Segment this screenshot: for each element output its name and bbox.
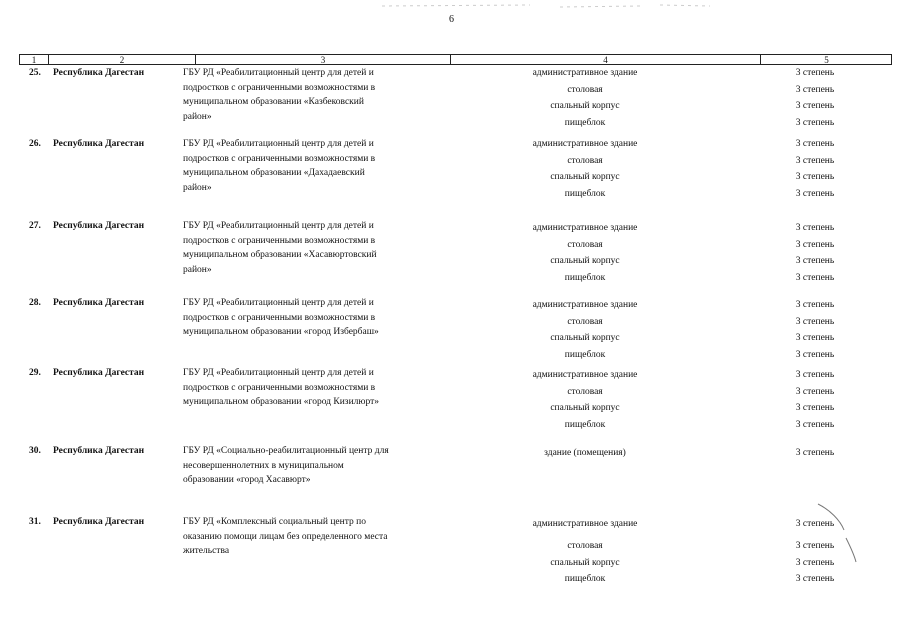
row-buildings [480,66,690,132]
building-item: пищеблок [564,272,606,283]
building-item: столовая [567,541,603,551]
building-item: административное здание [532,300,638,310]
org-line: район» [183,182,212,193]
row-region: Республика Дагестан [53,298,145,308]
row-region: Республика Дагестан [53,221,145,231]
building-item: спальный корпус [550,256,620,266]
header-cell-3: 3 [196,55,451,64]
org-line: муниципальном образовании «Хасавюртовский [183,250,377,260]
org-line: муниципальном образовании «город Кизилюрт» [183,397,380,407]
row-buildings [480,368,690,434]
row-organization [183,66,433,124]
degree-item: 3 степень [795,84,835,95]
org-line: подростков с ограниченными возможностями в [183,235,376,246]
degree-item: 3 степень [795,117,835,128]
row-region: Республика Дагестан [53,368,145,378]
degree-item: 3 степень [795,403,835,413]
row-degrees [770,66,860,132]
building-item: пищеблок [564,574,606,584]
degree-item: 3 степень [795,172,835,182]
header-cell-2: 2 [49,55,196,64]
org-line: ГБУ РД «Реабилитационный центр для детей и [183,139,374,149]
row-degrees [770,221,860,287]
org-line: подростков с ограниченными возможностями в [183,82,376,93]
row-region: Республика Дагестан [53,446,145,456]
row-organization [183,515,433,559]
degree-item: 3 степень [795,68,835,78]
row-organization [183,366,433,410]
building-item: административное здание [532,68,638,78]
header-cell-4: 4 [451,55,761,64]
degree-item: 3 степень [795,101,835,111]
row-number: 27. [29,221,41,231]
pen-mark [810,500,870,570]
org-line: образовании «город Хасавюрт» [183,475,311,485]
header-cell-5: 5 [824,55,829,65]
row-degrees [770,298,860,364]
row-region: Республика Дагестан [53,517,145,527]
org-line: подростков с ограниченными возможностями в [183,153,376,164]
building-item: спальный корпус [550,101,620,111]
row-organization [183,219,433,277]
row-organization [183,296,433,340]
row-number: 26. [29,139,41,149]
org-line: оказанию помощи лицам без определенного места [183,531,388,542]
building-item: спальный корпус [550,172,620,182]
table-header [19,54,892,65]
header-cell-1: 1 [20,55,49,64]
degree-item: 3 степень [795,333,835,343]
page-number: 6 [449,14,454,25]
building-item: административное здание [532,223,638,233]
building-item: спальный корпус [550,557,620,568]
degree-item: 3 степень [795,139,835,149]
scan-artifact-top [380,2,720,10]
degree-item: 3 степень [795,316,835,327]
row-buildings [480,137,690,203]
org-line: подростков с ограниченными возможностями в [183,382,376,393]
row-organization [183,444,433,488]
row-number: 30. [29,446,41,456]
degree-item: 3 степень [795,188,835,199]
org-line: несовершеннолетних в муниципальном [183,460,344,471]
degree-item: 3 степень [795,541,835,551]
building-item: столовая [567,84,603,95]
row-region: Республика Дагестан [53,139,145,149]
degree-item: 3 степень [795,256,835,266]
building-item: пищеблок [564,419,606,430]
row-region: Республика Дагестан [53,68,145,78]
degree-item: 3 степень [795,419,835,430]
building-item: спальный корпус [550,403,620,413]
row-number: 29. [29,368,41,378]
org-line: район» [183,264,212,275]
row-buildings [480,221,690,287]
org-line: ГБУ РД «Комплексный социальный центр по [183,517,366,527]
row-degrees [770,446,860,463]
building-item: столовая [567,155,603,166]
degree-item: 3 степень [795,300,835,310]
row-buildings [480,446,690,463]
building-item: столовая [567,316,603,327]
org-line: муниципальном образовании «город Избербаш» [183,327,379,337]
row-degrees [770,137,860,203]
degree-item: 3 степень [795,574,835,584]
row-number: 31. [29,517,41,527]
building-item: административное здание [532,519,638,529]
org-line: ГБУ РД «Социально-реабилитационный центр для [183,446,389,456]
building-item: столовая [567,386,603,397]
degree-item: 3 степень [795,370,835,380]
building-item: здание (помещения) [544,448,626,458]
org-line: ГБУ РД «Реабилитационный центр для детей и [183,221,374,231]
degree-item: 3 степень [795,272,835,283]
degree-item: 3 степень [795,223,835,233]
building-item: пищеблок [564,188,606,199]
org-line: жительства [183,546,230,556]
row-number: 28. [29,298,41,308]
building-item: пищеблок [564,349,606,360]
org-line: муниципальном образовании «Дахадаевский [183,168,365,178]
row-organization [183,137,433,195]
degree-item: 3 степень [795,349,835,360]
building-item: столовая [567,239,603,250]
row-number: 25. [29,68,41,78]
org-line: ГБУ РД «Реабилитационный центр для детей и [183,68,374,78]
org-line: ГБУ РД «Реабилитационный центр для детей и [183,298,374,308]
building-item: административное здание [532,139,638,149]
building-item: административное здание [532,370,638,380]
building-item: спальный корпус [550,333,620,343]
row-buildings [480,298,690,364]
row-degrees [770,368,860,434]
degree-item: 3 степень [795,448,835,458]
org-line: ГБУ РД «Реабилитационный центр для детей и [183,368,374,378]
org-line: муниципальном образовании «Казбековский [183,97,364,107]
degree-item: 3 степень [795,557,835,568]
degree-item: 3 степень [795,519,835,529]
degree-item: 3 степень [795,155,835,166]
org-line: подростков с ограниченными возможностями в [183,312,376,323]
row-buildings [480,517,690,589]
degree-item: 3 степень [795,386,835,397]
degree-item: 3 степень [795,239,835,250]
org-line: район» [183,111,212,122]
building-item: пищеблок [564,117,606,128]
